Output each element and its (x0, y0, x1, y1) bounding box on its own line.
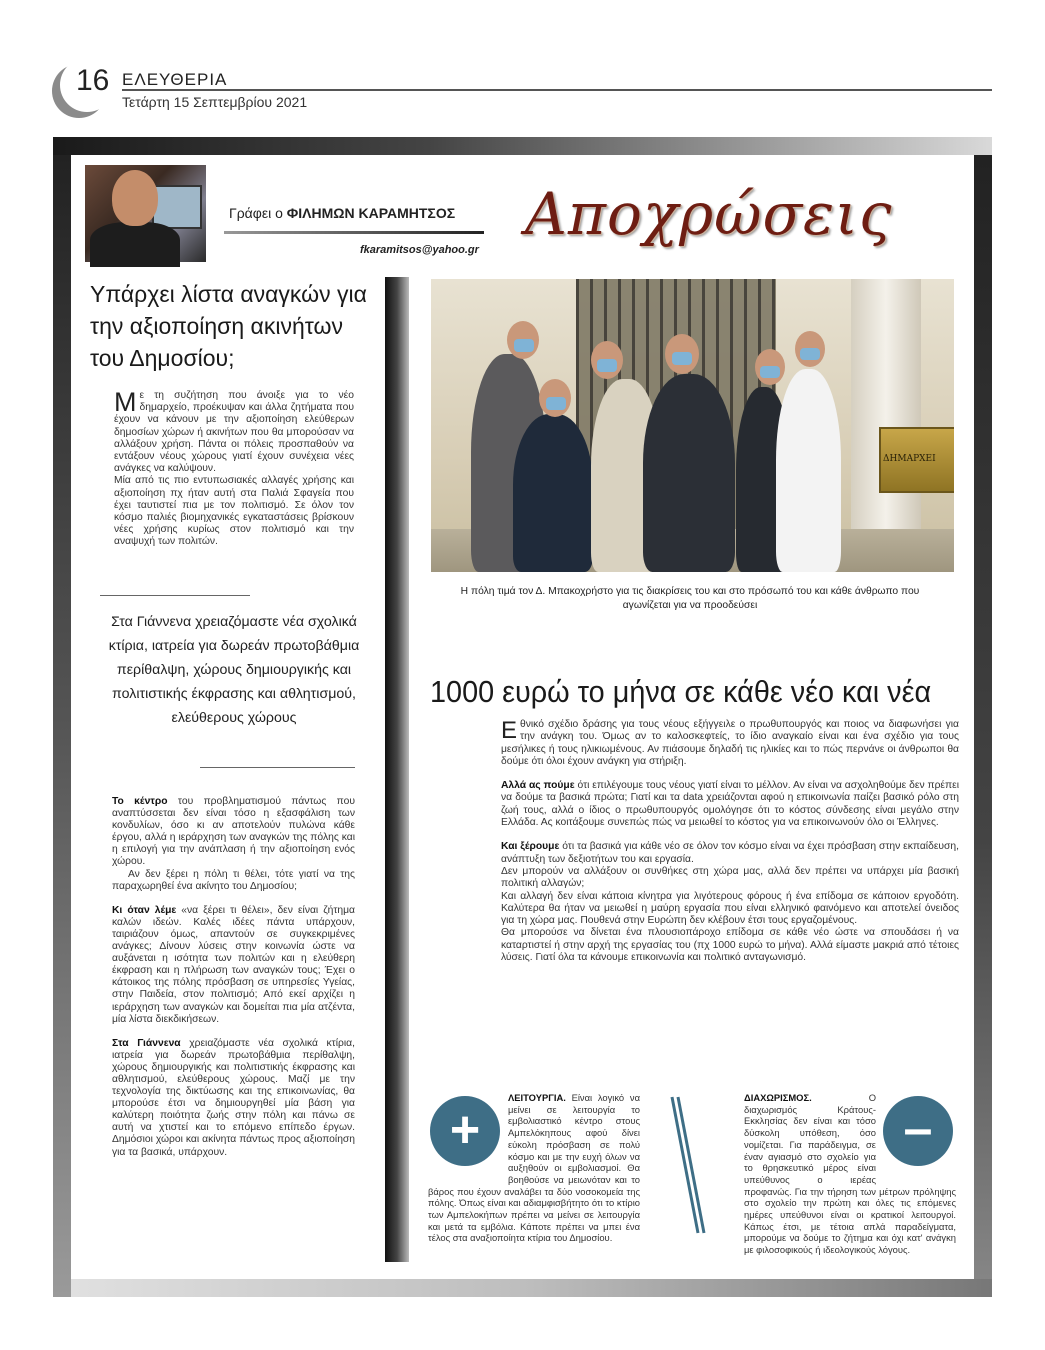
photo-person-mask (672, 352, 692, 365)
photo-person-athlete (513, 414, 593, 572)
author-photo-monitor (152, 185, 202, 229)
paragraph-text: του προβληματισμού πάντως που αναπτύσσεται δεν είναι τόσο η εξασφάλιση των κονδυλίων, όσο κι αν αποτελούν πυλώνα κάθε έργου, αλλά η ιεράρχηση των αναγκών της πόλης και η επιλογή για την ανάπλαση ή την αξιοποίηση ενός χώρου. (112, 796, 355, 868)
lead-in: Κι όταν λέμε (112, 904, 177, 916)
plus-box-title: ΛΕΙΤΟΥΡΓΙΑ. (508, 1092, 566, 1103)
lead-in: Στα Γιάννενα (112, 1037, 181, 1049)
main-article-headline: 1000 ευρώ το μήνα σε κάθε νέο και νέα (430, 674, 932, 709)
main-article-para-3 (501, 841, 959, 964)
author-photo-body (90, 222, 180, 267)
lead-in: Αλλά ας πούμε (501, 780, 575, 792)
main-article-body (501, 719, 959, 976)
frame-right-band (974, 155, 992, 1297)
pull-quote-rule-top (100, 595, 250, 596)
photo-person-mask (546, 397, 566, 410)
plus-box-text: Είναι λογικό να μείνει σε λειτουργία το εμβολιαστικό κέντρο στους Αμπελόκηπους αφού δίνει εύκολη πρόσβαση σε πολύ κόσμο και με την ευχή όλων να αυξηθούν οι εμβολιασμοί. Θα βοηθούσε να μειωνόταν και το βάρος που έχουν αναλάβει τα δύο νοσοκομεία της πόλης. Όπως είναι και αδιαμφισβήτητο ότι το κτίριο των Αμπελοκήπων πρέπει να μείνει σε λειτουργία και μετά τα εμβόλια. Κάποτε πρέπει να μπει ένα τέλος στα αναξιοποίητα κτίρια του Δημοσίου. (428, 1092, 640, 1244)
main-article-para-2 (501, 780, 959, 829)
minus-box-text: Ο διαχωρισμός Κράτους- Εκκλησίας δεν είναι και τόσο δύσκολη υπόθεση, όσο νομίζεται. Για παράδειγμα, σε έναν αγιασμό στο σχολείο για το θρησκευτικό μέρος είναι υπεύθυνος ο ιερέας προφανώς. Για την τήρηση των μέτρων πρόληψης στο σχολείο την πρώτη και όλες τις επόμενες ημέρες υπεύθυνοι είναι οι κρατικοί λειτουργοί. Κάπως έτσι, με τέτοια απλά παραδείγματα, μπορούμε να δούμε το ζήτημα και όχι κατ' ανάγκη με φιλοσοφικούς ή ιδεολογικούς λόγους. (744, 1092, 956, 1256)
pull-quote: Στα Γιάννενα χρειαζόμαστε νέα σχολικά κτίρια, ιατρεία για δωρεάν πρωτοβάθμια περίθαλψη, χώρους δημιουργικής και πολιτιστικής έκφρασης και αθλητισμού, ελεύθερους χώρους (108, 614, 360, 726)
left-article-para-3 (112, 796, 355, 893)
paragraph-text: Αν δεν ξέρει η πόλη τι θέλει, τότε γιατί να της παραχωρηθεί ένα ακίνητο του Δημοσίου; (112, 868, 355, 892)
paragraph-text: ότι επιλέγουμε τους νέους γιατί είναι το μέλλον. Αν είναι να ασχοληθούμε δεν πρέπει να δούμε τα βασικά πρώτα; Γιατί και τα data χρειάζονται αφού η επικοινωνία παίζει βασικό ρόλο στη ζωή τους, αλλά ο ίδιος ο πρωθυπουργός ομολόγησε ότι το κόστος σύνδεσης είναι μεγάλο στην Ελλάδα. Ας κοιτάξουμε συνεπώς πώς να μειωθεί το κόστος για να επικοινωνούν όλο οι Έλληνες. (501, 780, 959, 829)
author-photo-head (112, 170, 158, 226)
frame-left-band (53, 155, 71, 1297)
paragraph-text: ότι τα βασικά για κάθε νέο σε όλον τον κόσμο είναι να έχει πρόσβαση στην εκπαίδευση, ανάπτυξη των δεξιοτήτων του και εργασία. (501, 841, 959, 865)
left-article-para-2: Μία από τις πιο εντυπωσιακές αλλαγές χρήσης και αξιοποίηση πχ ήταν αυτή στα Παλιά Σφαγεία που έχει ταυτιστεί πια με τον πολιτισμό. Σε όλον τον κόσμο παλιές βιομηχανικές εγκαταστάσεις βρίσκουν νέες χρήσης κυρίως στον πολιτισμό και την αναψυχή των πολιτών. (114, 475, 354, 548)
left-article-para-4 (112, 905, 355, 1026)
plus-icon: + (430, 1096, 500, 1166)
byline (229, 205, 455, 221)
byline-rule (224, 231, 484, 234)
drop-cap: Ε (501, 717, 518, 744)
column-logo: Αποχρώσεις (525, 180, 893, 248)
newspaper-name: ΕΛΕΥΘΕΡΙΑ (122, 70, 228, 89)
pull-quote-rule-bottom (200, 767, 355, 768)
paragraph-text: Θα μπορούσε να δίνεται ένα πλουσιοπάροχο επίδομα σε κάθε νέο ώστε να σπουδάσει ή να καταρτιστεί ή στην αρχή της εργασίας του (πχ 1000 ευρώ το μήνα). Αλλά είμαστε μακριά από τέτοιες λύσεις. Γιατί όλα τα κάνουμε επικοινωνία και πολιτικό ανταγωνισμό. (501, 927, 959, 964)
column-divider (385, 277, 409, 1262)
photo-person-mask (597, 359, 617, 372)
author-email[interactable]: fkaramitsos@yahoo.gr (360, 244, 479, 256)
paragraph-text: Και αλλαγή δεν είναι κάποια κίνητρα για λιγότερους φόρους ή ένα επίδομα σε κάποιον εργοδότη. Καλύτερα θα ήταν να μειωθεί η μαύρη εργασία που είναι ελληνικό φαινόμενο και αποτελεί όνειδος για τη χώρα μας. Πουθενά στην Ευρώπη δεν κλέβουν έτσι τους εργαζομένους. (501, 890, 959, 927)
left-article-intro (114, 387, 354, 549)
photo-person-mask (514, 339, 534, 352)
minus-box-title: ΔΙΑΧΩΡΙΣΜΟΣ. (744, 1092, 812, 1103)
paragraph-text: χρειαζόμαστε νέα σχολικά κτίρια, ιατρεία για δωρεάν πρωτοβάθμια περίθαλψη, χώρους δημιουργικής και πολιτιστικής έκφρασης και αθλητισμού, ελεύθερους χώρους. Μαζί με την τεχνολογία της δικτύωσης και της επικοινωνίας, θα μπορούσε έτσι να δημιουργηθεί μία βάση για καλύτερη ποιότητα ζωής στην πόλη και πάνω σε αυτή να χτιστεί και το επόμενο επίπεδο έργων. Δημόσιοι χώροι και ακίνητα πάντως προς αξιοποίηση για τα βασικά, υπάρχουν. (112, 1037, 355, 1158)
left-article-headline: Υπάρχει λίστα αναγκών για την αξιοποίηση ακινήτων του Δημοσίου; (90, 281, 367, 371)
left-article-para-5 (112, 1038, 355, 1159)
left-article-para-1: ε τη συζήτηση που άνοιξε για το νέο δημαρχείο, προέκυψαν και άλλα ζητήματα που έχουν να κάνουν με την αξιοποίηση ελεύθερων δημοσίων χώρων ή ακινήτων που θα μπορούσαν να αλλάξουν χρήση. Πάντα οι πόλεις προσπαθούν να εντάξουν νέους χώρους γιατί έχουν συνέχεια νέες ανάγκες να καλύψουν. (114, 390, 354, 475)
paragraph-text: «να ξέρει τι θέλει», δεν είναι ζήτημα καλών ιδεών. Καλές ιδέες πάντα υπάρχουν, ταιριάζουν όμως, απαντούν σε συγκεκριμένες ανάγκες; Δίνουν λύσεις στην κοινωνία ώστε να αυξάνεται η ισότητα των πολιτών και η ελεύθερη έκφραση και η πλήρωση των αναγκών τους; Έχει ο κάτοικος της πόλης πρόσβαση σε υπηρεσίες Υγείας, στην Παιδεία, στον πολιτισμό; Από εκεί αρχίζει η ιεράρχηση των αναγκών και δομείται πια μία ατζέντα, μία λίστα διεκδικήσεων. (112, 904, 355, 1025)
photo-person-mayor (643, 374, 735, 572)
issue-date: Τετάρτη 15 Σεπτεμβρίου 2021 (122, 94, 308, 110)
minus-icon: – (883, 1096, 953, 1166)
paragraph-text: θνικό σχέδιο δράσης για τους νέους εξήγγειλε ο πρωθυπουργός και ποιος να διαφωνήσει για την ανάγκη του. Όμως αν το καλοσκεφτείς, το ίδιο αναγκαίο είναι και ένα σχέδιο για τους μεσήλικες ή τους ηλικιωμένους. Αν πιάσουμε δηλαδή τις ηλικίες και το πώς περνάνε οι άνθρωποι θα δούμε ότι όλοι έχουν ανάγκη για στήριξη. (501, 719, 959, 767)
photo-person-mask (800, 348, 820, 360)
lead-in: Και ξέρουμε (501, 841, 560, 853)
byline-prefix: Γράφει ο (229, 205, 283, 221)
slash-divider (668, 1095, 708, 1235)
left-article-body (112, 796, 355, 1171)
lead-in: Το κέντρο (112, 796, 168, 807)
photo-person (776, 369, 841, 572)
photo-caption: Η πόλη τιμά τον Δ. Μπακοχρήστο για τις διακρίσεις του και στο πρόσωπό του και κάθε άνθρωπο που αγωνίζεται για να προοδεύσει (460, 586, 920, 611)
news-photo (431, 279, 954, 572)
frame-bottom-band (71, 1279, 992, 1297)
header-rule (122, 89, 992, 91)
drop-cap: Μ (114, 387, 137, 417)
author-name: ΦΙΛΗΜΩΝ ΚΑΡΑΜΗΤΣΟΣ (286, 205, 456, 221)
frame-top-band (53, 137, 992, 155)
page-number: 16 (76, 64, 110, 97)
paragraph-text: Δεν μπορούν να αλλάξουν οι συνθήκες στη χώρα μας, αλλά δεν πρέπει να υπάρχει μία βασική πολιτική αλλαγών; (501, 865, 959, 890)
main-article-para-1 (501, 719, 959, 768)
photo-person-mask (760, 366, 780, 378)
photo-plaque-text: ΔΗΜΑΡΧΕΙ (883, 454, 936, 464)
